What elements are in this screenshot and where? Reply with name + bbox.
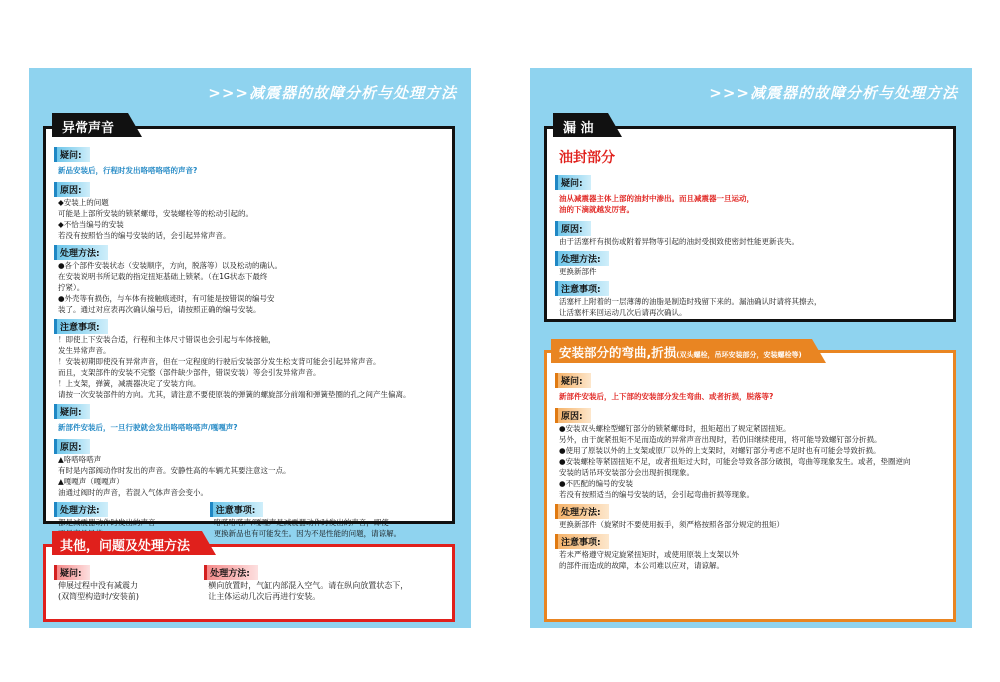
oil-note-text: 活塞杆上附着的一层薄薄的油脂是制造时残留下来的。漏油确认时请将其擦去， 让活塞杆来回运动几次后请再次确认。 <box>559 297 822 317</box>
note2-text: 咯嗒咯嗒声/嘎嘎声是减震器动作时发出的声音，即使 更换新品也有可能发生。因为不是性能的问题，请谅解。 <box>213 518 402 538</box>
bend-note-text: 若未严格遵守规定旋紧扭矩时，或使用原装上支架以外 的部件而造成的故障，本公司难以应对，请谅解。 <box>559 550 739 570</box>
oil-method-label: 处理方法: <box>555 251 609 266</box>
other-method-text: 横向放置时，气缸内部混入空气。请在纵向放置状态下， 让主体运动几次后再进行安装。 <box>208 581 409 601</box>
cause2-label: 原因: <box>54 439 90 454</box>
question-label: 疑问: <box>54 147 90 162</box>
right-page <box>530 68 972 628</box>
note2-label: 注意事项: <box>210 502 264 517</box>
method-text: ●各个部件安装状态（安装顺序，方向，脱落等）以及松动的确认。 在安装说明书所记载的指定扭矩基础上锁紧。（在1G状态下最终 拧紧）。 ●外壳等有损伤，与车体有接触痕迹时，有可能是按错误的编号安 装了。通过对应表再次确认编号后，请按照正确的编号安装。 <box>58 261 283 314</box>
left-page <box>29 68 471 628</box>
oil-seal-subtitle: 油封部分 <box>559 150 615 166</box>
bend-break-tab <box>551 339 812 363</box>
bend-cause-text: ●安装双头螺栓型螺钉部分的锁紧螺母时，扭矩超出了规定紧固扭矩。 另外，由于旋紧扭矩不足而造成的异常声音出现时，若仍旧继续使用，将可能导致螺钉部分折损。 ●使用了原装以外的上支架或原厂以外的上支架时，对螺钉部分考虑不足时也有可能会导致折损。 ●安装螺栓等紧固扭矩不足，或者扭矩过大时，可能会导致各部分破损，弯曲等现象发生。或者，垫圈逆向 安装的话吊环安装部分会出现折损现象。 ●不匹配的编号的安装 若没有按照适当的编号安装的话，会引起弯曲折损等现象。 <box>559 424 911 499</box>
question2-text: 新部件安装后，一旦行驶就会发出咯嗒咯嗒声/嘎嘎声? <box>58 423 238 432</box>
bend-break-tab-title: 安装部分的弯曲,折损 <box>559 345 677 360</box>
oil-cause-label: 原因: <box>555 221 591 236</box>
question-text: 新品安装后，行程时发出咯嗒咯嗒的声音? <box>58 166 198 175</box>
bend-note-label: 注意事项: <box>555 534 609 549</box>
bend-method-text: 更换新部件（旋紧时不要使用扳手，须严格按照各部分规定的扭矩） <box>559 520 784 529</box>
oil-question-text: 油从减震器主体上部的油封中渗出。而且减震器一旦运动， 油的下滴就越发厉害。 <box>559 194 754 214</box>
oil-question-label: 疑问: <box>555 175 591 190</box>
bend-cause-label: 原因: <box>555 408 591 423</box>
cause2-text: ▲咯嗒咯嗒声 有时是内部阀动作时发出的声音。安静性高的车辆尤其要注意这一点。 ▲嘎嘎声（嘎嘎声） 油通过阀时的声音，若混入气体声音会变小。 <box>58 455 291 497</box>
bend-break-tab-note: (双头螺栓，吊环安装部分，安装螺栓等) <box>676 351 802 359</box>
cause-text: ◆安装上的问题 可能是上部所安装的锁紧螺母，安装螺栓等的松动引起的。 ◆不恰当编号的安装 若没有按照恰当的编号安装的话，会引起异常声音。 <box>58 198 253 240</box>
oil-cause-text: 由于活塞杆有损伤或附着异物等引起的油封受损致使密封性能更新丧失。 <box>559 237 799 246</box>
oil-note-label: 注意事项: <box>555 281 609 296</box>
method2-label: 处理方法: <box>54 502 108 517</box>
other-question-label: 疑问: <box>54 565 90 580</box>
cause-label: 原因: <box>54 182 90 197</box>
oil-leak-tab: 漏 油 <box>553 113 608 137</box>
method-label: 处理方法: <box>54 245 108 260</box>
abnormal-sound-box <box>43 121 455 538</box>
bend-question-label: 疑问: <box>555 373 591 388</box>
other-method-label: 处理方法: <box>204 565 258 580</box>
note-label: 注意事项: <box>54 319 108 334</box>
note-text: ！即使上下安装合适，行程和主体尺寸错误也会引起与车体接触， 发生异常声音。 ！安装初期即使没有异常声音，但在一定程度的行驶后安装部分发生松支背可能会引起异常声音。 而且，支架部件的安装不完整（部件缺少部件，错误安装）等会引发异常声音。 ！上支架，弹簧，减震器决定了安装方向。 请按一次安装部件的方向。尤其，请注意不要使原装的弹簧的螺旋部分前端和弹簧垫圈的孔之间产生偏离。 <box>58 335 411 399</box>
bend-method-label: 处理方法: <box>555 504 609 519</box>
abnormal-sound-tab: 异常声音 <box>52 113 128 137</box>
other-question-text: 伸展过程中没有减震力 (双筒型构造时/安装前) <box>58 581 139 601</box>
oil-leak-box <box>544 121 956 322</box>
other-issues-tab: 其他，问题及处理方法 <box>52 531 202 555</box>
bend-question-text: 新部件安装后，上下部的安装部分发生弯曲、或者折损，脱落等? <box>559 392 774 401</box>
oil-method-text: 更换新部件 <box>559 267 597 276</box>
question2-label: 疑问: <box>54 404 90 419</box>
left-header-title: >>>减震器的故障分析与处理方法 <box>208 84 457 102</box>
right-header-title: >>>减震器的故障分析与处理方法 <box>709 84 958 102</box>
method2-text: 都是减震器动作时发出的声音 <box>58 518 156 527</box>
bend-break-box <box>544 345 956 622</box>
other-issues-box <box>43 539 455 622</box>
